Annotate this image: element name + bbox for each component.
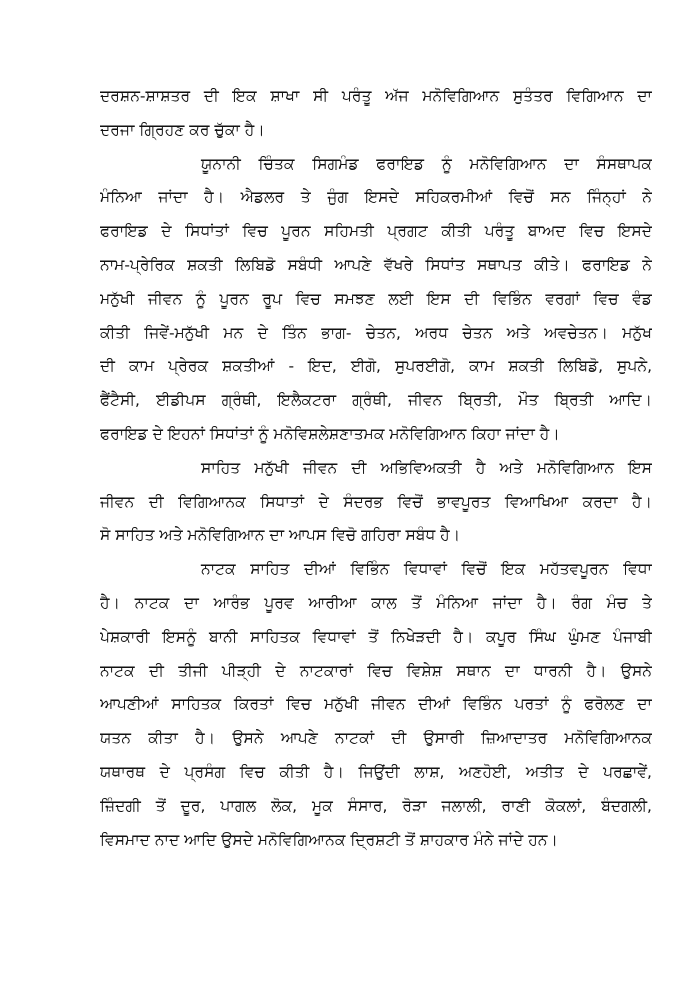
text-line: ਆਪਣੀਆਂ ਸਾਹਿਤਕ ਕਿਰਤਾਂ ਵਿਚ ਮਨੁੱਖੀ ਜੀਵਨ ਦੀਆਂ ਵਿਭਿੰਨ ਪਰਤਾਂ ਨੂੰ ਫਰੋਲਣ ਦਾ	[100, 695, 652, 714]
text-line: ਯਥਾਰਥ ਦੇ ਪ੍ਰਸੰਗ ਵਿਚ ਕੀਤੀ ਹੈ। ਜਿਉਂਦੀ ਲਾਸ਼, ਅਣਹੋਈ, ਅਤੀਤ ਦੇ ਪਰਛਾਵੇਂ,	[100, 762, 652, 781]
text-line: ਕੀਤੀ ਜਿਵੇਂ-ਮਨੁੱਖੀ ਮਨ ਦੇ ਤਿੰਨ ਭਾਗ- ਚੇਤਨ, ਅਰਧ ਚੇਤਨ ਅਤੇ ਅਵਚੇਤਨ। ਮਨੁੱਖ	[100, 323, 652, 342]
text-line: ਫੈਂਟੈਸੀ, ਈਡੀਪਸ ਗ੍ਰੰਥੀ, ਇਲੈਕਟਰਾ ਗ੍ਰੰਥੀ, ਜੀਵਨ ਬ੍ਰਿਤੀ, ਮੌਤ ਬ੍ਰਿਤੀ ਆਦਿ।	[100, 391, 652, 410]
text-line: ਵਿਸਮਾਦ ਨਾਦ ਆਦਿ ਉਸਦੇ ਮਨੋਵਿਗਿਆਨਕ ਦ੍ਰਿਸ਼ਟੀ ਤੋਂ ਸ਼ਾਹਕਾਰ ਮੰਨੇ ਜਾਂਦੇ ਹਨ।	[100, 830, 558, 849]
text-line: ਦਰਸ਼ਨ-ਸ਼ਾਸ਼ਤਰ ਦੀ ਇਕ ਸ਼ਾਖਾ ਸੀ ਪਰੰਤੂ ਅੱਜ ਮਨੋਵਿਗਿਆਨ ਸੁਤੰਤਰ ਵਿਗਿਆਨ ਦਾ	[100, 87, 652, 105]
text-line: ਪੇਸ਼ਕਾਰੀ ਇਸਨੂੰ ਬਾਨੀ ਸਾਹਿਤਕ ਵਿਧਾਵਾਂ ਤੋਂ ਨਿਖੇੜਦੀ ਹੈ। ਕਪੂਰ ਸਿੰਘ ਘੁੰਮਣ ਪੰਜਾਬੀ	[100, 627, 652, 646]
text-line: ਜ਼ਿੰਦਗੀ ਤੋਂ ਦੂਰ, ਪਾਗਲ ਲੋਕ, ਮੂਕ ਸੰਸਾਰ, ਰੋੜਾ ਜਲਾਲੀ, ਰਾਣੀ ਕੋਕਲਾਂ, ਬੰਦਗਲੀ,	[100, 796, 652, 815]
text-line: ਫਰਾਇਡ ਦੇ ਸਿਧਾਂਤਾਂ ਵਿਚ ਪੂਰਨ ਸਹਿਮਤੀ ਪ੍ਰਗਟ ਕੀਤੀ ਪਰੰਤੂ ਬਾਅਦ ਵਿਚ ਇਸਦੇ	[100, 222, 652, 241]
text-line: ਹੈ। ਨਾਟਕ ਦਾ ਆਰੰਭ ਪੂਰਵ ਆਰੀਆ ਕਾਲ ਤੋਂ ਮੰਨਿਆ ਜਾਂਦਾ ਹੈ। ਰੰਗ ਮੰਚ ਤੇ	[100, 593, 652, 612]
paragraph-first-line: ਨਾਟਕ ਸਾਹਿਤ ਦੀਆਂ ਵਿਭਿੰਨ ਵਿਧਾਵਾਂ ਵਿਚੋਂ ਇਕ ਮਹੱਤਵਪੂਰਨ ਵਿਧਾ	[201, 560, 652, 579]
text-line: ਨਾਟਕ ਦੀ ਤੀਜੀ ਪੀੜ੍ਹੀ ਦੇ ਨਾਟਕਾਰਾਂ ਵਿਚ ਵਿਸ਼ੇਸ਼ ਸਥਾਨ ਦਾ ਧਾਰਨੀ ਹੈ। ਉਸਨੇ	[100, 661, 652, 680]
text-line: ਜੀਵਨ ਦੀ ਵਿਗਿਆਨਕ ਸਿਧਾਤਾਂ ਦੇ ਸੰਦਰਭ ਵਿਚੋਂ ਭਾਵਪੂਰਤ ਵਿਆਖਿਆ ਕਰਦਾ ਹੈ।	[100, 492, 652, 511]
paragraph-first-line: ਸਾਹਿਤ ਮਨੁੱਖੀ ਜੀਵਨ ਦੀ ਅਭਿਵਿਅਕਤੀ ਹੈ ਅਤੇ ਮਨੋਵਿਗਿਆਨ ਇਸ	[201, 458, 652, 477]
paragraph-first-line: ਯੂਨਾਨੀ ਚਿੰਤਕ ਸਿਗਮੰਡ ਫਰਾਇਡ ਨੂੰ ਮਨੋਵਿਗਿਆਨ ਦਾ ਸੰਸਥਾਪਕ	[201, 154, 652, 173]
text-line: ਨਾਮ-ਪ੍ਰੇਰਿਕ ਸ਼ਕਤੀ ਲਿਬਿਡੋ ਸਬੰਧੀ ਆਪਣੇ ਵੱਖਰੇ ਸਿਧਾਂਤ ਸਥਾਪਤ ਕੀਤੇ। ਫਰਾਇਡ ਨੇ	[100, 255, 652, 274]
text-line: ਫਰਾਇਡ ਦੇ ਇਹਨਾਂ ਸਿਧਾਂਤਾਂ ਨੂੰ ਮਨੋਵਿਸ਼ਲੇਸ਼ਣਾਤਮਕ ਮਨੋਵਿਗਿਆਨ ਕਿਹਾ ਜਾਂਦਾ ਹੈ।	[100, 424, 560, 443]
text-line: ਮਨੁੱਖੀ ਜੀਵਨ ਨੂੰ ਪੂਰਨ ਰੂਪ ਵਿਚ ਸਮਝਣ ਲਈ ਇਸ ਦੀ ਵਿਭਿੰਨ ਵਰਗਾਂ ਵਿਚ ਵੰਡ	[100, 289, 652, 308]
body-text	[100, 80, 652, 857]
text-line: ਸੋ ਸਾਹਿਤ ਅਤੇ ਮਨੋਵਿਗਿਆਨ ਦਾ ਆਪਸ ਵਿਚੋ ਗਹਿਰਾ ਸਬੰਧ ਹੈ।	[100, 526, 461, 545]
text-line: ਮੰਨਿਆ ਜਾਂਦਾ ਹੈ। ਐਡਲਰ ਤੇ ਜੁੰਗ ਇਸਦੇ ਸਹਿਕਰਮੀਆਂ ਵਿਚੋਂ ਸਨ ਜਿੰਨ੍ਹਾਂ ਨੇ	[100, 188, 652, 207]
text-line: ਦਰਜਾ ਗ੍ਰਿਹਣ ਕਰ ਚੁੱਕਾ ਹੈ।	[100, 120, 265, 139]
text-line: ਯਤਨ ਕੀਤਾ ਹੈ। ਉਸਨੇ ਆਪਣੇ ਨਾਟਕਾਂ ਦੀ ਉਸਾਰੀ ਜ਼ਿਆਦਾਤਰ ਮਨੋਵਿਗਿਆਨਕ	[100, 729, 652, 748]
text-line: ਦੀ ਕਾਮ ਪ੍ਰੇਰਕ ਸ਼ਕਤੀਆਂ - ਇਦ, ਈਗੋ, ਸੁਪਰਈਗੋ, ਕਾਮ ਸ਼ਕਤੀ ਲਿਬਿਡੋ, ਸੁਪਨੇ,	[100, 357, 652, 376]
